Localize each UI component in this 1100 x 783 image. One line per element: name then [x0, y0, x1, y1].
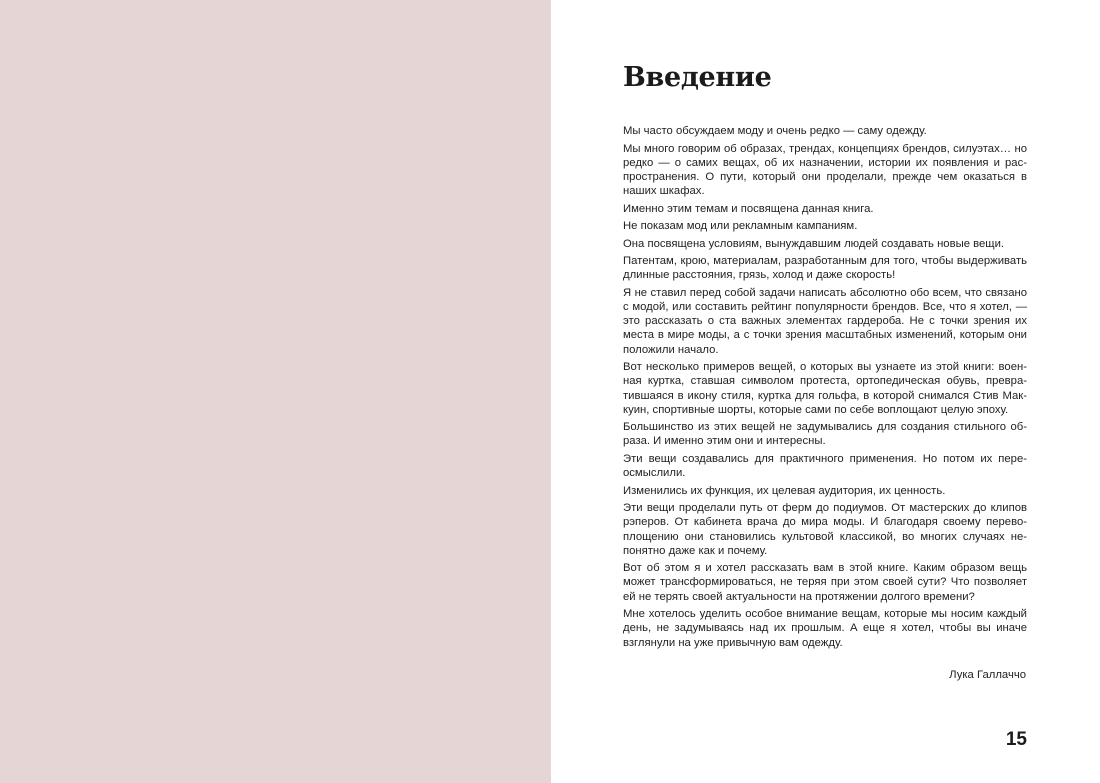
paragraph: Эти вещи создавались для практичного применения. Но потом их переосмыслили. — [623, 452, 1027, 480]
paragraph: Не показам мод или рекламным кампаниям. — [623, 220, 858, 233]
author-signature: Лука Галлаччо — [949, 669, 1026, 681]
paragraph: Мы часто обсуждаем моду и очень редко — саму одежду. — [623, 125, 927, 137]
paragraph: Именно этим темам и посвящена данная книга. — [623, 202, 874, 215]
page-number: 15 — [1005, 729, 1027, 750]
paragraph: Вот об этом я и хотел рассказать вам в этой книге. Каким образом вещь может трансформироваться, не теряя при этом своей сути? Что позволяет ей не терять своей актуальности на протяжении долгого времени? — [623, 562, 1027, 603]
paragraph: Эти вещи проделали путь от ферм до подиумов. От мастерских до клипов рэперов. От кабинета врача до мира моды. И благодаря своему перевоплощению они становились культовой классикой, во многих случаях непонятно даже как и почему. — [623, 502, 1027, 557]
body-text — [623, 124, 1027, 653]
right-page — [551, 0, 1100, 783]
paragraph: Изменились их функция, их целевая аудитория, их ценность. — [623, 484, 946, 497]
paragraph: Большинство из этих вещей не задумывались для создания стильного образа. И именно этим они и интересны. — [623, 421, 1027, 448]
paragraph: Вот несколько примеров вещей, о которых вы узнаете из этой книги: военная куртка, ставшая символом протеста, ортопедическая обувь, превратившаяся в икону стиля, куртка для гольфа, в которой снимался Стив Маккуин, спортивные шорты, которые сами по себе воплощают целую эпоху. — [623, 361, 1027, 416]
paragraph: Мне хотелось уделить особое внимание вещам, которые мы носим каждый день, не задумываясь над их прошлым. А еще я хотел, чтобы вы иначе взглянули на уже привычную вам одежду. — [623, 608, 1027, 649]
page-title: Введение — [623, 62, 772, 93]
paragraph: Она посвящена условиям, вынуждавшим людей создавать новые вещи. — [623, 237, 1005, 250]
paragraph: Я не ставил перед собой задачи написать абсолютно обо всем, что связано с модой, или составить рейтинг популярности брендов. Все, что я хотел, — это рассказать о ста важных элементах гардероба. Не с точки зрения их места в мире моды, а с точки зрения масштабных изменений, которым они положили начало. — [623, 286, 1027, 356]
paragraph: Мы много говорим об образах, трендах, концепциях брендов, силуэтах… но редко — о самих вещах, об их назначении, истории их появления и распространения. О пути, который они проделали, прежде чем оказаться в наших шкафах. — [623, 142, 1027, 198]
paragraph: Патентам, крою, материалам, разработанным для того, чтобы выдерживать длинные расстояния, грязь, холод и даже скорость! — [623, 255, 1027, 282]
